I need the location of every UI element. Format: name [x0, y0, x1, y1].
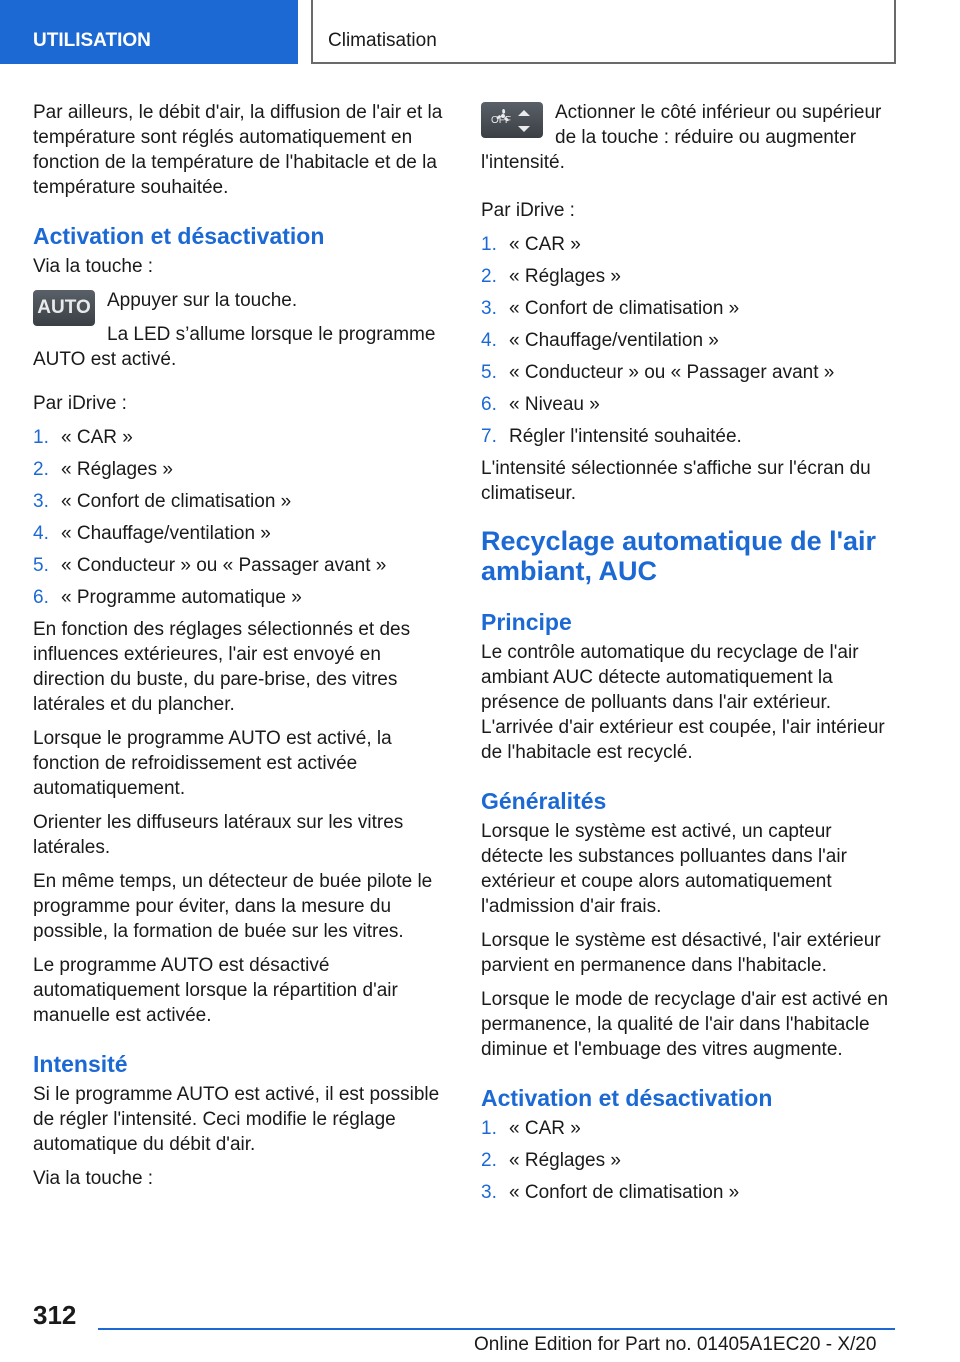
list-item: 4. « Chauffage/ventilation » [481, 330, 719, 351]
list-item: 3. « Confort de climatisation » [481, 298, 740, 319]
fan-key-icon [481, 102, 543, 138]
idrive-steps [481, 232, 895, 449]
idrive-steps [33, 425, 447, 610]
auto-key-block [33, 288, 447, 381]
via-key-label: Via la touche : [33, 256, 154, 277]
section-tab: UTILISATION [0, 0, 298, 64]
chapter-title: Climatisation [311, 0, 896, 64]
right-column [481, 100, 895, 1212]
led-text: La LED s’allume lorsque le programme AUTO est activé. [33, 324, 436, 370]
actuate-text: Actionner le côté inférieur ou supérieur de la touche : réduire ou augmenter l'intensité. [481, 102, 882, 173]
list-item: 1. « CAR » [33, 427, 133, 448]
list-item: 3. « Confort de climatisation » [481, 1182, 740, 1203]
heading-principle: Principe [481, 609, 572, 635]
press-key-text: Appuyer sur la touche. [107, 290, 298, 311]
list-item: 7. Régler l'intensité souhaitée. [481, 426, 742, 447]
heading-auc: Recyclage automatique de l'air ambiant, AUC [481, 526, 877, 586]
list-item: 5. « Conducteur » ou « Passager avant » [481, 362, 835, 383]
fan-key-block [481, 100, 895, 184]
paragraph: Lorsque le programme AUTO est activé, la fonction de refroidissement est activée automatiquement. [33, 728, 392, 799]
edition-text: Online Edition for Part no. 01405A1EC20 - X/20 [474, 1334, 877, 1355]
list-item: 1. « CAR » [481, 1118, 581, 1139]
heading-activation: Activation et désactivation [481, 1085, 773, 1111]
paragraph: Lorsque le système est activé, un capteur détecte les substances polluantes dans l'air extérieur et coupe alors automatiquement l'admission d'air frais. [481, 821, 847, 917]
off-label: OFF [491, 115, 511, 126]
list-item: 5. « Conducteur » ou « Passager avant » [33, 555, 387, 576]
list-item: 4. « Chauffage/ventilation » [33, 523, 271, 544]
paragraph: Si le programme AUTO est activé, il est possible de régler l'intensité. Ceci modifie le réglage automatique du débit d'air. [33, 1084, 440, 1155]
paragraph: Le contrôle automatique du recyclage de l'air ambiant AUC détecte automatiquement la présence de polluants dans l'air extérieur. L'arrivée d'air extérieur est coupée, l'air intérieur de l'habitacle est recyclé. [481, 642, 885, 763]
list-item: 2. « Réglages » [33, 459, 173, 480]
auto-key-icon: AUTO [33, 290, 95, 326]
paragraph: En fonction des réglages sélectionnés et des influences extérieures, l'air est envoyé en direction du buste, du pare-brise, des vitres latérales et du plancher. [33, 619, 411, 715]
idrive-label: Par iDrive : [481, 200, 575, 221]
paragraph: Lorsque le système est désactivé, l'air extérieur parvient en permanence dans l'habitacle. [481, 930, 881, 976]
paragraph: En même temps, un détecteur de buée pilote le programme pour éviter, dans la mesure du possible, la formation de buée sur les vitres. [33, 871, 433, 942]
left-column [33, 100, 447, 1200]
list-item: 6. « Programme automatique » [33, 587, 302, 608]
list-item: 1. « CAR » [481, 234, 581, 255]
list-item: 6. « Niveau » [481, 394, 600, 415]
list-item: 3. « Confort de climatisation » [33, 491, 292, 512]
paragraph: Le programme AUTO est désactivé automatiquement lorsque la répartition d'air manuelle est activée. [33, 955, 398, 1026]
via-key-label: Via la touche : [33, 1168, 154, 1189]
idrive-label: Par iDrive : [33, 393, 127, 414]
paragraph: Orienter les diffuseurs latéraux sur les vitres latérales. [33, 812, 404, 858]
paragraph: Lorsque le mode de recyclage d'air est activé en permanence, la qualité de l'air dans l'habitacle diminue et l'embuage des vitres augmente. [481, 989, 889, 1060]
paragraph: L'intensité sélectionnée s'affiche sur l'écran du climatiseur. [481, 458, 871, 504]
page-number: 312 [33, 1300, 77, 1330]
heading-activation: Activation et désactivation [33, 223, 325, 249]
idrive-steps [481, 1116, 895, 1205]
heading-intensity: Intensité [33, 1051, 128, 1077]
intro-paragraph: Par ailleurs, le débit d'air, la diffusion de l'air et la température sont réglés automatiquement en fonction de la température de l'habitacle et de la température souhaitée. [33, 102, 443, 198]
heading-general: Généralités [481, 788, 607, 814]
list-item: 2. « Réglages » [481, 1150, 621, 1171]
list-item: 2. « Réglages » [481, 266, 621, 287]
footer-divider [98, 1328, 895, 1330]
